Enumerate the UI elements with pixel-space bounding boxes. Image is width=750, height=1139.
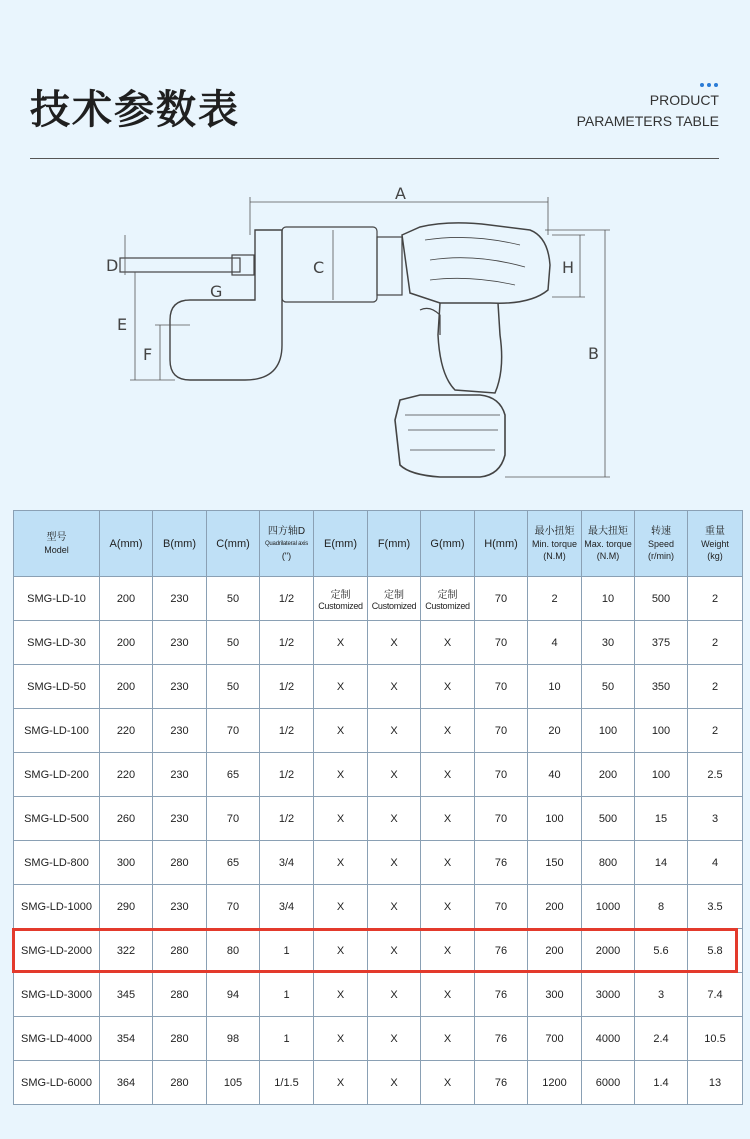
page-title-en bbox=[577, 90, 719, 132]
value-cell: 30 bbox=[582, 621, 635, 665]
table-row bbox=[14, 841, 743, 885]
value-cell: 76 bbox=[475, 929, 528, 973]
value-cell: 65 bbox=[207, 841, 260, 885]
value-cell: 230 bbox=[153, 885, 207, 929]
value-cell: X bbox=[368, 797, 421, 841]
value-cell: 280 bbox=[153, 973, 207, 1017]
value-cell: 354 bbox=[100, 1017, 153, 1061]
model-cell: SMG-LD-4000 bbox=[14, 1017, 100, 1061]
value-cell: 50 bbox=[582, 665, 635, 709]
header-g: G(mm) bbox=[421, 511, 475, 577]
value-cell: X bbox=[368, 929, 421, 973]
table-row bbox=[14, 973, 743, 1017]
dim-label-h: H bbox=[562, 258, 575, 277]
customized-cn: 定制 bbox=[384, 590, 404, 601]
value-cell: 4 bbox=[688, 841, 743, 885]
value-cell: 200 bbox=[100, 577, 153, 621]
value-cell: 220 bbox=[100, 709, 153, 753]
table-row bbox=[14, 885, 743, 929]
customized-cn: 定制 bbox=[330, 590, 351, 601]
model-cell: SMG-LD-2000 bbox=[14, 929, 100, 973]
value-cell: 70 bbox=[475, 885, 528, 929]
value-cell: X bbox=[314, 1017, 368, 1061]
value-cell: 230 bbox=[153, 665, 207, 709]
page-title-cn: 技术参数表 bbox=[30, 87, 240, 133]
value-cell: 3.5 bbox=[688, 885, 743, 929]
table-row bbox=[14, 1017, 743, 1061]
value-cell: X bbox=[421, 885, 475, 929]
value-cell: 230 bbox=[153, 621, 207, 665]
value-cell: 5.6 bbox=[635, 929, 688, 973]
value-cell: 3/4 bbox=[260, 841, 314, 885]
value-cell: X bbox=[368, 841, 421, 885]
value-cell: X bbox=[421, 797, 475, 841]
parameters-table bbox=[13, 510, 743, 1105]
value-cell: 3 bbox=[688, 797, 743, 841]
header-f: F(mm) bbox=[368, 511, 421, 577]
value-cell: X bbox=[368, 621, 421, 665]
value-cell: 260 bbox=[100, 797, 153, 841]
value-cell: X bbox=[421, 929, 475, 973]
value-cell: 300 bbox=[528, 973, 582, 1017]
value-cell: 700 bbox=[528, 1017, 582, 1061]
value-cell: 230 bbox=[153, 709, 207, 753]
value-cell: X bbox=[314, 1061, 368, 1105]
dim-label-g: G bbox=[210, 282, 223, 301]
value-cell: X bbox=[368, 885, 421, 929]
value-cell: 1 bbox=[260, 973, 314, 1017]
value-cell: 1000 bbox=[582, 885, 635, 929]
value-cell: 290 bbox=[100, 885, 153, 929]
value-cell: X bbox=[314, 621, 368, 665]
value-cell: 50 bbox=[207, 665, 260, 709]
value-cell: 500 bbox=[582, 797, 635, 841]
value-cell: 4 bbox=[528, 621, 582, 665]
value-cell: X bbox=[314, 885, 368, 929]
value-cell: 70 bbox=[207, 885, 260, 929]
value-cell: 2000 bbox=[582, 929, 635, 973]
customized-en: Customized bbox=[318, 601, 363, 611]
value-cell bbox=[368, 577, 421, 621]
value-cell: X bbox=[368, 753, 421, 797]
value-cell: 200 bbox=[528, 885, 582, 929]
value-cell: X bbox=[314, 709, 368, 753]
header-a: A(mm) bbox=[100, 511, 153, 577]
value-cell: 1/2 bbox=[260, 753, 314, 797]
table-row bbox=[14, 709, 743, 753]
table-row bbox=[14, 797, 743, 841]
value-cell: 70 bbox=[475, 577, 528, 621]
value-cell: 322 bbox=[100, 929, 153, 973]
value-cell: 70 bbox=[475, 621, 528, 665]
model-cell: SMG-LD-200 bbox=[14, 753, 100, 797]
value-cell: 280 bbox=[153, 1061, 207, 1105]
value-cell: X bbox=[421, 1017, 475, 1061]
value-cell: 10 bbox=[582, 577, 635, 621]
value-cell: 5.8 bbox=[688, 929, 743, 973]
model-cell: SMG-LD-3000 bbox=[14, 973, 100, 1017]
value-cell: 76 bbox=[475, 1017, 528, 1061]
value-cell: 1.4 bbox=[635, 1061, 688, 1105]
value-cell: 100 bbox=[582, 709, 635, 753]
value-cell: 280 bbox=[153, 929, 207, 973]
model-cell: SMG-LD-800 bbox=[14, 841, 100, 885]
header-b: B(mm) bbox=[153, 511, 207, 577]
value-cell: 1/2 bbox=[260, 665, 314, 709]
value-cell: 65 bbox=[207, 753, 260, 797]
value-cell: 220 bbox=[100, 753, 153, 797]
value-cell: 40 bbox=[528, 753, 582, 797]
accent-dots-icon bbox=[700, 72, 722, 78]
header-d: 四方轴D Quadrilateral axis (") bbox=[260, 511, 314, 577]
value-cell bbox=[421, 577, 475, 621]
customized-en: Customized bbox=[425, 601, 470, 611]
header-model: 型号 Model bbox=[14, 511, 100, 577]
header-h: H(mm) bbox=[475, 511, 528, 577]
model-cell: SMG-LD-1000 bbox=[14, 885, 100, 929]
model-cell: SMG-LD-100 bbox=[14, 709, 100, 753]
dim-label-f: F bbox=[143, 345, 153, 364]
dim-label-e: E bbox=[117, 315, 128, 334]
value-cell: X bbox=[421, 665, 475, 709]
value-cell: X bbox=[368, 973, 421, 1017]
value-cell: 200 bbox=[582, 753, 635, 797]
value-cell: 6000 bbox=[582, 1061, 635, 1105]
tool-dimension-drawing bbox=[0, 175, 750, 495]
value-cell: 350 bbox=[635, 665, 688, 709]
value-cell: 70 bbox=[207, 709, 260, 753]
value-cell: 375 bbox=[635, 621, 688, 665]
value-cell: X bbox=[368, 1017, 421, 1061]
model-cell: SMG-LD-6000 bbox=[14, 1061, 100, 1105]
value-cell: 280 bbox=[153, 841, 207, 885]
value-cell: 1 bbox=[260, 1017, 314, 1061]
value-cell: 76 bbox=[475, 973, 528, 1017]
value-cell: 200 bbox=[100, 621, 153, 665]
value-cell: X bbox=[314, 973, 368, 1017]
table-row bbox=[14, 577, 743, 621]
value-cell: 70 bbox=[207, 797, 260, 841]
value-cell: 800 bbox=[582, 841, 635, 885]
value-cell: 76 bbox=[475, 841, 528, 885]
value-cell: X bbox=[314, 797, 368, 841]
value-cell: 2.5 bbox=[688, 753, 743, 797]
header-c: C(mm) bbox=[207, 511, 260, 577]
value-cell: 200 bbox=[100, 665, 153, 709]
handle bbox=[438, 303, 502, 393]
value-cell: 1/2 bbox=[260, 577, 314, 621]
table-row bbox=[14, 621, 743, 665]
value-cell: X bbox=[314, 665, 368, 709]
value-cell: 20 bbox=[528, 709, 582, 753]
value-cell: 70 bbox=[475, 709, 528, 753]
value-cell: 230 bbox=[153, 753, 207, 797]
header-max-torque: 最大扭矩 Max. torque (N.M) bbox=[582, 511, 635, 577]
value-cell: 2 bbox=[688, 665, 743, 709]
value-cell: 70 bbox=[475, 797, 528, 841]
header-min-torque: 最小扭矩 Min. torque (N.M) bbox=[528, 511, 582, 577]
value-cell: 2.4 bbox=[635, 1017, 688, 1061]
table-header-row bbox=[14, 511, 743, 577]
value-cell: 100 bbox=[635, 753, 688, 797]
dim-label-b: B bbox=[588, 344, 599, 363]
value-cell: 1200 bbox=[528, 1061, 582, 1105]
value-cell: 3 bbox=[635, 973, 688, 1017]
title-en-line2: PARAMETERS TABLE bbox=[576, 113, 719, 129]
value-cell: 1/2 bbox=[260, 621, 314, 665]
value-cell: 50 bbox=[207, 621, 260, 665]
value-cell: 2 bbox=[688, 621, 743, 665]
value-cell: 1/1.5 bbox=[260, 1061, 314, 1105]
table-row bbox=[14, 1061, 743, 1105]
value-cell: 7.4 bbox=[688, 973, 743, 1017]
dim-label-c: C bbox=[313, 258, 325, 277]
title-en-line1: PRODUCT bbox=[649, 92, 719, 108]
reaction-arm bbox=[170, 230, 282, 380]
table-row bbox=[14, 665, 743, 709]
value-cell: 80 bbox=[207, 929, 260, 973]
value-cell: 230 bbox=[153, 577, 207, 621]
dim-label-a: A bbox=[395, 184, 406, 203]
value-cell: 200 bbox=[528, 929, 582, 973]
value-cell: 1/2 bbox=[260, 709, 314, 753]
value-cell: X bbox=[421, 973, 475, 1017]
model-cell: SMG-LD-30 bbox=[14, 621, 100, 665]
table-body bbox=[14, 577, 743, 1105]
customized-en: Customized bbox=[371, 601, 417, 611]
value-cell: X bbox=[421, 1061, 475, 1105]
battery-pack bbox=[395, 395, 505, 477]
value-cell: X bbox=[314, 841, 368, 885]
value-cell: 98 bbox=[207, 1017, 260, 1061]
value-cell: 2 bbox=[688, 577, 743, 621]
drive-shaft bbox=[120, 258, 240, 272]
value-cell: 100 bbox=[635, 709, 688, 753]
header-speed: 转速 Speed (r/min) bbox=[635, 511, 688, 577]
value-cell: 50 bbox=[207, 577, 260, 621]
header-e: E(mm) bbox=[314, 511, 368, 577]
value-cell: 2 bbox=[688, 709, 743, 753]
value-cell: 10 bbox=[528, 665, 582, 709]
value-cell: X bbox=[421, 709, 475, 753]
value-cell: 70 bbox=[475, 753, 528, 797]
header-weight: 重量 Weight (kg) bbox=[688, 511, 743, 577]
value-cell: 8 bbox=[635, 885, 688, 929]
dim-label-d: D bbox=[106, 256, 119, 275]
value-cell: X bbox=[421, 753, 475, 797]
table-row bbox=[14, 753, 743, 797]
value-cell: 2 bbox=[528, 577, 582, 621]
table-row bbox=[14, 929, 743, 973]
model-cell: SMG-LD-50 bbox=[14, 665, 100, 709]
value-cell: 230 bbox=[153, 797, 207, 841]
value-cell: X bbox=[314, 929, 368, 973]
value-cell: X bbox=[421, 841, 475, 885]
value-cell: 4000 bbox=[582, 1017, 635, 1061]
value-cell: 100 bbox=[528, 797, 582, 841]
value-cell: 10.5 bbox=[688, 1017, 743, 1061]
value-cell: 345 bbox=[100, 973, 153, 1017]
value-cell: 364 bbox=[100, 1061, 153, 1105]
value-cell: 500 bbox=[635, 577, 688, 621]
model-cell: SMG-LD-500 bbox=[14, 797, 100, 841]
value-cell: X bbox=[368, 665, 421, 709]
value-cell bbox=[314, 577, 368, 621]
value-cell: 150 bbox=[528, 841, 582, 885]
value-cell: X bbox=[368, 1061, 421, 1105]
value-cell: X bbox=[314, 753, 368, 797]
value-cell: 280 bbox=[153, 1017, 207, 1061]
value-cell: X bbox=[368, 709, 421, 753]
value-cell: 300 bbox=[100, 841, 153, 885]
value-cell: 13 bbox=[688, 1061, 743, 1105]
gearbox-housing bbox=[282, 227, 377, 302]
value-cell: 94 bbox=[207, 973, 260, 1017]
value-cell: 1/2 bbox=[260, 797, 314, 841]
value-cell: 15 bbox=[635, 797, 688, 841]
header-divider bbox=[30, 158, 719, 159]
value-cell: 14 bbox=[635, 841, 688, 885]
value-cell: 76 bbox=[475, 1061, 528, 1105]
value-cell: X bbox=[421, 621, 475, 665]
value-cell: 1 bbox=[260, 929, 314, 973]
motor-body bbox=[402, 223, 550, 303]
value-cell: 105 bbox=[207, 1061, 260, 1105]
value-cell: 3000 bbox=[582, 973, 635, 1017]
customized-cn: 定制 bbox=[437, 590, 458, 601]
model-cell: SMG-LD-10 bbox=[14, 577, 100, 621]
value-cell: 70 bbox=[475, 665, 528, 709]
value-cell: 3/4 bbox=[260, 885, 314, 929]
